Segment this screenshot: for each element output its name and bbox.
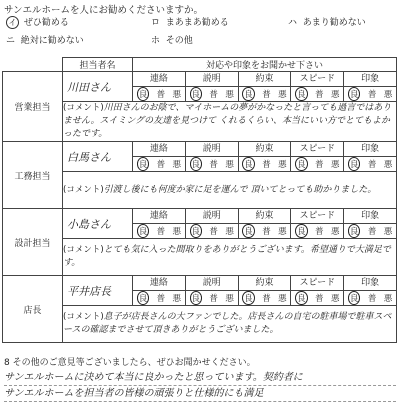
grade-option[interactable]: 悪 <box>278 160 287 170</box>
comment-label: (コメント) <box>63 245 104 255</box>
comment-row <box>3 102 397 142</box>
option-4-mark: ニ <box>6 36 16 46</box>
comment-text: とても気に入った間取りをありがとうございます。希望通りで大満足です。 <box>63 245 391 268</box>
grade-option[interactable]: 悪 <box>383 160 393 170</box>
grade-option[interactable]: 普 <box>209 90 218 100</box>
grade-option[interactable]: 悪 <box>278 90 287 100</box>
grade-selector[interactable] <box>185 291 238 305</box>
header-person: 担当者名 <box>63 58 133 72</box>
comment-label: (コメント) <box>63 312 104 322</box>
grade-option[interactable]: 良 <box>242 87 255 101</box>
grade-option[interactable]: 良 <box>137 157 150 171</box>
option-1-mark: イ <box>6 16 19 29</box>
grade-option[interactable]: 悪 <box>330 90 340 100</box>
grade-option[interactable]: 良 <box>348 224 361 238</box>
criteria-label: 印象 <box>343 209 396 223</box>
comment-row <box>3 239 397 276</box>
grade-option[interactable]: 悪 <box>172 294 182 304</box>
q8-answer-line-2: サンエルホームを担当者の皆様の頑張りと仕様的にも満足 <box>4 386 396 402</box>
grade-selector[interactable] <box>343 291 396 305</box>
grade-option[interactable]: 良 <box>137 224 150 238</box>
grade-option[interactable]: 良 <box>348 157 361 171</box>
grade-option[interactable]: 良 <box>190 87 203 101</box>
role-label: 店長 <box>3 276 63 343</box>
grade-option[interactable]: 良 <box>242 157 255 171</box>
criteria-label: 印象 <box>343 276 396 290</box>
q8-answer[interactable] <box>4 370 396 402</box>
criteria-label: スピード <box>290 209 343 223</box>
grade-option[interactable]: 良 <box>190 224 203 238</box>
grade-option[interactable]: 悪 <box>383 90 393 100</box>
role-label: 設計担当 <box>3 209 63 276</box>
grade-option[interactable]: 悪 <box>172 160 182 170</box>
criteria-label: 連絡 <box>149 211 168 221</box>
grade-option[interactable]: 悪 <box>383 294 393 304</box>
grade-option[interactable]: 普 <box>315 90 324 100</box>
option-3-label: あまり勧めない <box>302 18 366 28</box>
grade-selector[interactable] <box>133 87 185 101</box>
grade-selector[interactable] <box>238 157 291 171</box>
grade-selector[interactable] <box>343 157 396 171</box>
grade-option[interactable]: 普 <box>209 160 218 170</box>
grade-option[interactable]: 普 <box>367 90 377 100</box>
option-4-label: 絶対に勧めない <box>20 36 84 46</box>
option-5-label: その他 <box>165 36 193 46</box>
criteria-label: 約束 <box>238 72 291 86</box>
criteria-label: 約束 <box>238 142 291 156</box>
comment-label: (コメント) <box>63 184 104 195</box>
person-name[interactable]: 小島さん <box>63 209 133 239</box>
grade-option[interactable]: 悪 <box>278 294 287 304</box>
header-response: 対応や印象をお聞かせ下さい <box>133 58 397 72</box>
comment-text: 引渡し後にも何度か家に足を運んで 頂いてとっても助かりました。 <box>103 184 377 195</box>
grade-option[interactable]: 良 <box>242 224 255 238</box>
option-5-mark: ホ <box>151 36 161 46</box>
option-1-label: ぜひ勧める <box>23 18 69 28</box>
grade-selector[interactable] <box>185 87 238 101</box>
grade-option[interactable]: 普 <box>156 227 166 237</box>
grade-option[interactable]: 普 <box>262 160 271 170</box>
grade-option[interactable]: 良 <box>242 291 255 305</box>
grade-selector[interactable] <box>133 291 185 305</box>
criteria-label: 説明 <box>185 72 238 86</box>
grade-selector[interactable] <box>238 291 291 305</box>
role-label: 営業担当 <box>3 72 63 142</box>
grade-option[interactable]: 普 <box>209 227 218 237</box>
criteria-label: スピード <box>290 276 343 290</box>
grade-option[interactable]: 普 <box>367 294 377 304</box>
grade-option[interactable]: 普 <box>209 294 218 304</box>
grade-option[interactable]: 悪 <box>383 227 393 237</box>
grade-option[interactable]: 普 <box>262 90 271 100</box>
grade-option[interactable]: 良 <box>295 87 308 101</box>
criteria-row <box>3 72 397 87</box>
comment-text: 川田さんのお陰で、マイホームの夢がかなったと言っても過言ではありません。スイミングの友達を見つけて くれるくらい、本当にいい方でとてもよかったです。 <box>63 103 392 139</box>
criteria-row <box>3 209 397 224</box>
comment-label: (コメント) <box>63 103 104 113</box>
grade-option[interactable]: 良 <box>348 291 361 305</box>
role-label: 工務担当 <box>3 142 63 209</box>
evaluation-table <box>2 57 397 343</box>
option-4[interactable] <box>6 33 84 46</box>
criteria-row <box>3 142 397 157</box>
grade-option[interactable]: 悪 <box>225 90 234 100</box>
grade-option[interactable]: 普 <box>156 294 166 304</box>
q8-answer-line-1: サンエルホームに決めて本当に良かったと思っています。契約者に <box>4 370 396 386</box>
grade-selector[interactable] <box>290 157 343 171</box>
grade-selector[interactable] <box>238 224 291 238</box>
grade-selector[interactable] <box>290 291 343 305</box>
option-5[interactable] <box>151 33 193 46</box>
grade-option[interactable]: 良 <box>295 157 308 171</box>
grade-option[interactable]: 悪 <box>330 227 340 237</box>
grade-option[interactable]: 悪 <box>330 294 340 304</box>
comment-text: 息子が店長さんの大ファンでした。店長さんの自宅の駐車場で駐車スペースの確認までさせて頂きありがとうございました。 <box>63 312 392 335</box>
grade-option[interactable]: 悪 <box>330 160 340 170</box>
comment-row <box>3 306 397 343</box>
grade-option[interactable]: 良 <box>295 224 308 238</box>
grade-option[interactable]: 悪 <box>225 227 234 237</box>
grade-option[interactable]: 普 <box>367 227 377 237</box>
grade-option[interactable]: 普 <box>367 160 377 170</box>
grade-selector[interactable] <box>238 87 291 101</box>
grade-option[interactable]: 悪 <box>172 90 182 100</box>
grade-option[interactable]: 普 <box>262 227 271 237</box>
person-name[interactable]: 平井店長 <box>63 276 133 306</box>
person-name[interactable]: 白馬さん <box>63 142 133 172</box>
criteria-label: 約束 <box>238 276 291 290</box>
grade-option[interactable]: 普 <box>262 294 271 304</box>
grade-option[interactable]: 普 <box>315 227 324 237</box>
comment-field[interactable] <box>63 172 397 209</box>
comment-field[interactable] <box>63 102 397 142</box>
grade-option[interactable]: 普 <box>315 160 324 170</box>
grade-option[interactable]: 普 <box>156 160 166 170</box>
criteria-label: 約束 <box>238 209 291 223</box>
option-3[interactable] <box>288 15 366 28</box>
grade-option[interactable]: 普 <box>156 90 166 100</box>
grade-selector[interactable] <box>343 87 396 101</box>
comment-field[interactable] <box>63 306 397 343</box>
comment-field[interactable] <box>63 239 397 276</box>
criteria-label: 連絡 <box>149 74 168 84</box>
grade-option[interactable]: 悪 <box>225 160 234 170</box>
option-2-label: まあまあ勧める <box>165 18 229 28</box>
grade-selector[interactable] <box>343 224 396 238</box>
person-name[interactable]: 川田さん <box>63 72 133 102</box>
criteria-label: 説明 <box>185 209 238 223</box>
grade-option[interactable]: 良 <box>348 87 361 101</box>
grade-selector[interactable] <box>290 224 343 238</box>
criteria-label: 連絡 <box>149 278 168 288</box>
criteria-label: スピード <box>290 72 343 86</box>
grade-option[interactable]: 良 <box>295 291 308 305</box>
grade-selector[interactable] <box>290 87 343 101</box>
grade-option[interactable]: 良 <box>137 87 150 101</box>
option-2-mark: ロ <box>151 18 161 28</box>
question-text: サンエルホームを人にお勧めくださいますか。 <box>4 5 204 16</box>
grade-option[interactable]: 良 <box>190 157 203 171</box>
grade-selector[interactable] <box>185 224 238 238</box>
option-1[interactable] <box>6 15 69 29</box>
grade-option[interactable]: 良 <box>137 291 150 305</box>
criteria-label: 連絡 <box>149 144 168 154</box>
grade-selector[interactable] <box>133 157 185 171</box>
criteria-label: 印象 <box>343 142 396 156</box>
q8-question: 8 その他のご意見等ございましたら、ぜひお聞かせください。 <box>4 358 256 368</box>
criteria-label: 印象 <box>343 72 396 86</box>
option-2[interactable] <box>151 15 229 28</box>
option-3-mark: ハ <box>288 18 298 28</box>
criteria-label: スピード <box>290 142 343 156</box>
grade-option[interactable]: 悪 <box>172 227 182 237</box>
grade-option[interactable]: 良 <box>190 291 203 305</box>
criteria-label: 説明 <box>185 142 238 156</box>
grade-option[interactable]: 悪 <box>278 227 287 237</box>
grade-option[interactable]: 普 <box>315 294 324 304</box>
criteria-row <box>3 276 397 291</box>
grade-option[interactable]: 悪 <box>225 294 234 304</box>
grade-selector[interactable] <box>185 157 238 171</box>
grade-selector[interactable] <box>133 224 185 238</box>
comment-row <box>3 172 397 209</box>
criteria-label: 説明 <box>185 276 238 290</box>
